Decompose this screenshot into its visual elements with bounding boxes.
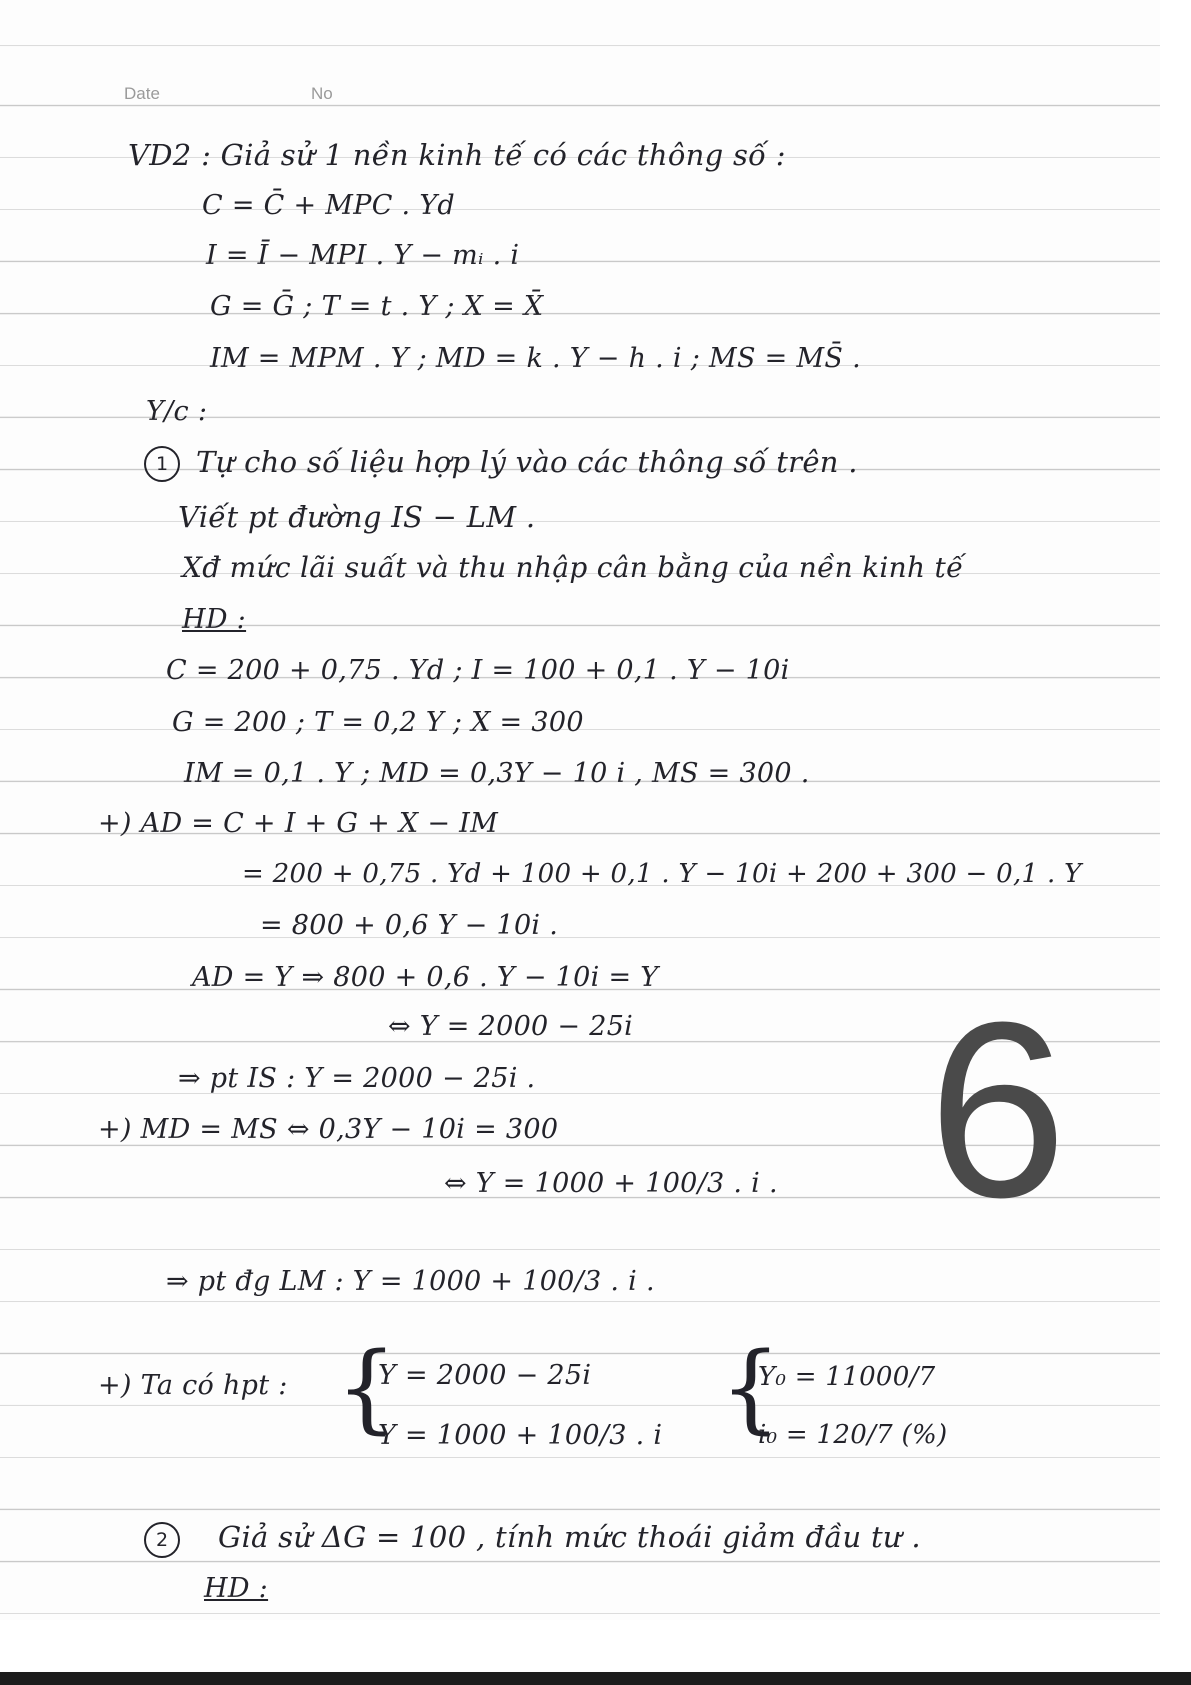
values-line-1: C = 200 + 0,75 . Yd ; I = 100 + 0,1 . Y − 10i: [166, 655, 790, 686]
money-market-line-2: ⇔ Y = 1000 + 100/3 . i .: [444, 1168, 778, 1199]
question-2-line: Giả sử ΔG = 100 , tính mức thoái giảm đầu tư .: [218, 1520, 921, 1554]
question-1-line-a: Tự cho số liệu hợp lý vào các thông số trên .: [196, 445, 858, 479]
equation-government: G = Ḡ ; T = t . Y ; X = X̄: [210, 291, 544, 322]
watermark-number: 6: [928, 970, 1068, 1249]
equation-investment: I = Ī − MPI . Y − mᵢ . i: [206, 240, 520, 271]
is-equation: ⇒ pt IS : Y = 2000 − 25i .: [178, 1063, 536, 1094]
aggregate-demand-line-1: +) AD = C + I + G + X − IM: [98, 808, 499, 839]
aggregate-demand-line-2: = 200 + 0,75 . Yd + 100 + 0,1 . Y − 10i + 200 + 300 − 0,1 . Y: [242, 859, 1082, 889]
hint-label-1: HD :: [182, 604, 247, 635]
values-line-2: G = 200 ; T = 0,2 Y ; X = 300: [172, 707, 584, 738]
question-1-line-c: Xđ mức lãi suất và thu nhập cân bằng của nền kinh tế: [182, 551, 964, 584]
no-label: No: [311, 84, 333, 103]
system-label: +) Ta có hpt :: [98, 1370, 288, 1401]
solution-output: Y₀ = 11000/7: [758, 1362, 936, 1392]
lm-equation: ⇒ pt đg LM : Y = 1000 + 100/3 . i .: [166, 1266, 655, 1297]
solution-brace: {: [720, 1332, 782, 1444]
requirement-label: Y/c :: [146, 396, 208, 427]
money-market-line-1: +) MD = MS ⇔ 0,3Y − 10i = 300: [98, 1114, 559, 1145]
aggregate-demand-line-4: AD = Y ⇒ 800 + 0,6 . Y − 10i = Y: [192, 962, 659, 993]
solution-interest: i₀ = 120/7 (%): [758, 1420, 948, 1450]
question-1-marker: 1: [144, 446, 180, 482]
aggregate-demand-line-5: ⇔ Y = 2000 − 25i: [388, 1011, 634, 1042]
hint-label-2: HD :: [204, 1573, 269, 1604]
date-label: Date: [124, 84, 160, 103]
equation-import-money: IM = MPM . Y ; MD = k . Y − h . i ; MS = MS̄ .: [210, 343, 861, 374]
system-equation-2: Y = 1000 + 100/3 . i: [378, 1420, 663, 1451]
equation-consumption: C = C̄ + MPC . Yd: [202, 190, 456, 221]
question-2-marker: 2: [144, 1522, 180, 1558]
system-equation-1: Y = 2000 − 25i: [378, 1360, 592, 1391]
title-line: VD2 : Giả sử 1 nền kinh tế có các thông số :: [128, 138, 786, 172]
aggregate-demand-line-3: = 800 + 0,6 Y − 10i .: [260, 910, 559, 941]
bottom-dark-band: [0, 1672, 1191, 1685]
question-1-line-b: Viết pt đường IS − LM .: [178, 500, 536, 534]
system-brace: {: [336, 1332, 398, 1444]
values-line-3: IM = 0,1 . Y ; MD = 0,3Y − 10 i , MS = 300 .: [184, 758, 810, 789]
